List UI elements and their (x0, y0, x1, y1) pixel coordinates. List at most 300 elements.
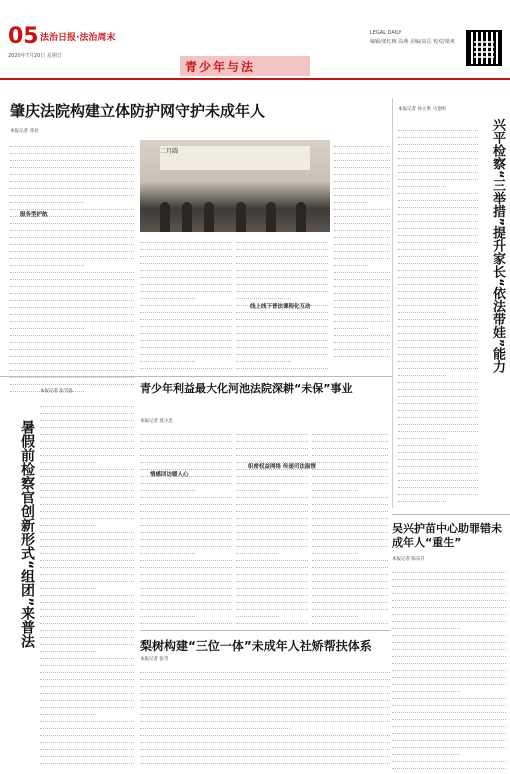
text-line (140, 736, 390, 743)
text-line (140, 306, 232, 313)
text-line (140, 687, 390, 694)
text-line (140, 257, 232, 264)
text-line (40, 715, 134, 722)
text-line (398, 453, 478, 460)
center-article-col1 (140, 428, 232, 628)
section-divider (0, 376, 392, 377)
text-line (392, 713, 506, 720)
text-line (40, 477, 134, 484)
text-line (236, 236, 328, 243)
text-line (312, 554, 388, 561)
text-line (236, 484, 279, 491)
text-line (398, 376, 478, 383)
wux-headline: 吴兴护苗中心助罪错未成年人“重生” (392, 522, 502, 549)
text-line (236, 519, 308, 526)
text-line (40, 435, 134, 442)
text-line (236, 477, 308, 484)
text-line (236, 285, 328, 292)
text-line (140, 757, 390, 764)
text-line (40, 617, 134, 624)
text-line (10, 315, 134, 322)
text-line (10, 280, 134, 287)
text-line (398, 467, 478, 474)
text-line (398, 446, 478, 453)
text-line (10, 336, 134, 343)
text-line (140, 554, 232, 561)
text-line (236, 264, 328, 271)
text-line (334, 189, 390, 196)
text-line (40, 526, 134, 533)
text-line (140, 575, 232, 582)
text-line (140, 243, 232, 250)
text-line (312, 533, 388, 540)
text-line (40, 519, 96, 526)
subhead-2: 线上线下普法课程化互动 (250, 304, 311, 310)
text-line (10, 378, 134, 385)
text-line (334, 161, 390, 168)
text-line (236, 589, 308, 596)
text-line (10, 168, 134, 175)
text-line (10, 140, 134, 147)
bottom-headline: 梨树构建“三位一体”未成年人社矫帮扶体系 (140, 639, 372, 653)
text-line (10, 259, 84, 266)
text-line (392, 678, 506, 685)
text-line (312, 589, 388, 596)
text-line (140, 264, 232, 271)
text-line (236, 561, 308, 568)
text-line (334, 182, 390, 189)
text-line (334, 336, 390, 343)
text-line (10, 350, 134, 357)
text-line (140, 680, 390, 687)
text-line (40, 547, 134, 554)
text-line (312, 456, 388, 463)
text-line (398, 306, 446, 313)
bottom-byline: 本报记者 张雪 (140, 657, 169, 662)
text-line (10, 301, 134, 308)
masthead (0, 0, 510, 64)
text-line (40, 680, 134, 687)
bottom-article-body (140, 666, 390, 770)
text-line (398, 439, 478, 446)
text-line (392, 755, 506, 762)
text-line (392, 601, 506, 608)
text-line (10, 364, 134, 371)
text-line (40, 708, 96, 715)
text-line (236, 243, 328, 250)
subhead-4: 织密权益网络 传递司法温情 (248, 464, 316, 470)
text-line (236, 327, 328, 334)
text-line (392, 706, 506, 713)
text-line (334, 350, 390, 357)
text-line (236, 313, 328, 320)
text-line (398, 229, 478, 236)
text-line (140, 540, 232, 547)
text-line (236, 575, 308, 582)
wux-byline: 本报记者 陈东升 (392, 557, 425, 562)
text-line (392, 699, 506, 706)
text-line (10, 245, 134, 252)
text-line (236, 320, 328, 327)
text-line (398, 201, 478, 208)
text-line (398, 215, 478, 222)
text-line (10, 273, 134, 280)
text-line (398, 320, 478, 327)
text-line (236, 271, 328, 278)
text-line (40, 428, 134, 435)
text-line (140, 320, 232, 327)
text-line (398, 334, 478, 341)
text-line (398, 411, 478, 418)
text-line (334, 224, 390, 231)
text-line (140, 442, 232, 449)
text-line (398, 173, 478, 180)
text-line (236, 617, 308, 624)
photo-caption: 二月圆 (160, 148, 179, 155)
text-line (392, 657, 506, 664)
text-line (334, 245, 390, 252)
text-line (236, 442, 308, 449)
text-line (236, 547, 279, 554)
text-line (40, 729, 134, 736)
text-line (140, 722, 290, 729)
header-rule (0, 78, 510, 80)
text-line (236, 491, 308, 498)
text-line (140, 327, 232, 334)
text-line (312, 596, 388, 603)
text-line (392, 636, 506, 643)
text-line (334, 231, 390, 238)
text-line (398, 292, 478, 299)
text-line (398, 208, 478, 215)
text-line (398, 327, 478, 334)
text-line (40, 470, 134, 477)
text-line (236, 428, 308, 435)
text-line (312, 561, 388, 568)
text-line (236, 498, 308, 505)
text-line (312, 435, 388, 442)
main-headline: 肇庆法院构建立体防护网守护未成年人 (10, 102, 266, 120)
text-line (140, 743, 390, 750)
legal-daily-label: LEGAL DAILY (370, 30, 402, 36)
text-line (392, 741, 506, 748)
text-line (398, 299, 478, 306)
text-line (40, 582, 96, 589)
main-article-col4 (334, 140, 390, 360)
text-line (312, 519, 388, 526)
text-line (140, 694, 390, 701)
section-title: 青少年与法 (185, 60, 256, 74)
text-line (312, 463, 388, 470)
text-line (392, 580, 506, 587)
text-line (334, 294, 390, 301)
text-line (10, 308, 134, 315)
side-headline: 兴平检察“三举措”提升家长“依法带娃”能力 (490, 118, 505, 374)
text-line (140, 568, 232, 575)
text-line (398, 264, 478, 271)
text-line (334, 301, 390, 308)
text-line (334, 259, 368, 266)
text-line (236, 603, 308, 610)
text-line (140, 582, 232, 589)
text-line (40, 722, 134, 729)
text-line (236, 348, 328, 355)
text-line (312, 603, 388, 610)
text-line (140, 505, 232, 512)
text-line (312, 470, 388, 477)
text-line (392, 685, 460, 692)
main-byline: 本报记者 邓君 (10, 129, 39, 134)
center-byline: 本报记者 莫小忠 (140, 419, 173, 424)
text-line (140, 498, 232, 505)
text-line (398, 383, 478, 390)
text-line (140, 561, 232, 568)
text-line (40, 624, 134, 631)
text-line (140, 589, 232, 596)
text-line (140, 278, 232, 285)
text-line (140, 512, 232, 519)
text-line (312, 610, 358, 617)
text-line (40, 491, 134, 498)
text-line (40, 750, 134, 757)
text-line (40, 533, 134, 540)
text-line (10, 322, 84, 329)
text-line (398, 460, 478, 467)
text-line (140, 250, 232, 257)
text-line (236, 505, 308, 512)
text-line (334, 280, 390, 287)
text-line (398, 152, 478, 159)
text-line (140, 715, 390, 722)
text-line (398, 131, 478, 138)
text-line (334, 147, 390, 154)
text-line (392, 622, 460, 629)
text-line (334, 168, 390, 175)
subhead-3: 情感回访暖人心 (150, 472, 189, 478)
text-line (40, 449, 134, 456)
text-line (392, 587, 506, 594)
text-line (312, 547, 358, 554)
text-line (10, 175, 134, 182)
text-line (40, 687, 134, 694)
side-article-body (398, 124, 478, 508)
text-line (140, 348, 232, 355)
text-line (236, 596, 308, 603)
text-line (40, 603, 134, 610)
main-article-col2 (140, 236, 232, 372)
text-line (140, 596, 232, 603)
text-line (392, 727, 506, 734)
text-line (398, 243, 446, 250)
text-line (392, 762, 506, 769)
text-line (40, 666, 134, 673)
text-line (312, 512, 388, 519)
text-line (334, 140, 390, 147)
text-line (140, 708, 390, 715)
paper-name: 法治日报·法治周末 (40, 33, 116, 43)
column-divider (392, 98, 393, 508)
text-line (10, 287, 134, 294)
text-line (334, 217, 390, 224)
text-line (140, 701, 390, 708)
text-line (236, 610, 279, 617)
text-line (392, 650, 506, 657)
page-number: 05 (8, 24, 39, 49)
text-line (40, 407, 134, 414)
text-line (398, 166, 478, 173)
text-line (40, 568, 134, 575)
left-headline: 暑假前检察官创新形式“组团”来普法 (19, 420, 35, 649)
text-line (398, 180, 446, 187)
text-line (312, 442, 388, 449)
text-line (140, 271, 232, 278)
text-line (140, 477, 232, 484)
center-article-col2 (236, 428, 308, 628)
text-line (236, 526, 308, 533)
bottom-divider (140, 630, 390, 631)
text-line (398, 257, 478, 264)
text-line (236, 449, 308, 456)
text-line (10, 196, 84, 203)
editors-credit: 编辑/张红梅 高燕 美编/高岳 校对/梁爽 (370, 39, 455, 45)
text-line (40, 652, 134, 659)
text-line (140, 428, 232, 435)
text-line (40, 498, 134, 505)
text-line (140, 341, 232, 348)
text-line (398, 278, 478, 285)
text-line (236, 470, 308, 477)
text-line (40, 442, 134, 449)
text-line (140, 533, 232, 540)
text-line (398, 250, 478, 257)
text-line (398, 404, 478, 411)
text-line (10, 154, 134, 161)
text-line (236, 512, 308, 519)
text-line (398, 474, 478, 481)
text-line (392, 664, 506, 671)
text-line (398, 187, 478, 194)
text-line (334, 266, 390, 273)
text-line (40, 659, 134, 666)
text-line (40, 421, 134, 428)
text-line (40, 694, 134, 701)
text-line (40, 701, 134, 708)
text-line (398, 390, 478, 397)
text-line (398, 313, 478, 320)
issue-date: 2020年7月20日 星期日 (8, 53, 62, 59)
subhead-1: 服务型护航 (20, 212, 48, 218)
text-line (392, 734, 506, 741)
text-line (140, 285, 232, 292)
text-line (312, 582, 388, 589)
text-line (398, 236, 478, 243)
text-line (10, 231, 134, 238)
text-line (312, 477, 388, 484)
text-line (140, 334, 232, 341)
text-line (10, 238, 134, 245)
left-article-body (40, 400, 134, 770)
qr-code-icon (466, 30, 502, 66)
text-line (140, 666, 390, 673)
text-line (10, 252, 134, 259)
center-article-col3 (312, 428, 388, 628)
text-line (236, 355, 291, 362)
text-line (140, 299, 232, 306)
text-line (312, 428, 388, 435)
text-line (392, 566, 506, 573)
text-line (334, 315, 390, 322)
text-line (236, 533, 308, 540)
text-line (398, 138, 478, 145)
text-line (398, 369, 446, 376)
text-line (312, 568, 388, 575)
text-line (392, 748, 460, 755)
text-line (10, 217, 134, 224)
text-line (140, 470, 232, 477)
text-line (398, 481, 478, 488)
text-line (236, 362, 328, 369)
text-line (236, 540, 308, 547)
text-line (10, 224, 134, 231)
text-line (398, 397, 478, 404)
text-line (398, 124, 478, 131)
text-line (40, 414, 134, 421)
text-line (334, 175, 390, 182)
text-line (140, 491, 232, 498)
text-line (312, 449, 388, 456)
text-line (398, 425, 478, 432)
text-line (398, 271, 478, 278)
text-line (10, 182, 134, 189)
wux-divider (392, 514, 510, 515)
text-line (236, 334, 328, 341)
text-line (334, 210, 390, 217)
text-line (398, 355, 478, 362)
text-line (10, 294, 134, 301)
text-line (334, 196, 368, 203)
text-line (140, 456, 232, 463)
text-line (40, 505, 134, 512)
text-line (236, 341, 328, 348)
center-headline: 青少年利益最大化河池法院深耕“未保”事业 (140, 382, 353, 395)
text-line (398, 418, 478, 425)
text-line (312, 526, 388, 533)
text-line (334, 203, 390, 210)
text-line (392, 629, 506, 636)
text-line (334, 329, 390, 336)
text-line (40, 736, 134, 743)
text-line (392, 643, 506, 650)
text-line (392, 615, 506, 622)
text-line (236, 463, 308, 470)
text-line (10, 329, 134, 336)
text-line (312, 505, 388, 512)
text-line (140, 355, 195, 362)
text-line (140, 519, 232, 526)
text-line (140, 526, 232, 533)
text-line (312, 540, 388, 547)
text-line (40, 645, 96, 652)
text-line (40, 463, 134, 470)
text-line (312, 484, 358, 491)
text-line (140, 610, 195, 617)
text-line (398, 159, 478, 166)
text-line (236, 554, 308, 561)
text-line (10, 189, 134, 196)
text-line (40, 575, 134, 582)
text-line (40, 561, 134, 568)
text-line (40, 743, 134, 750)
